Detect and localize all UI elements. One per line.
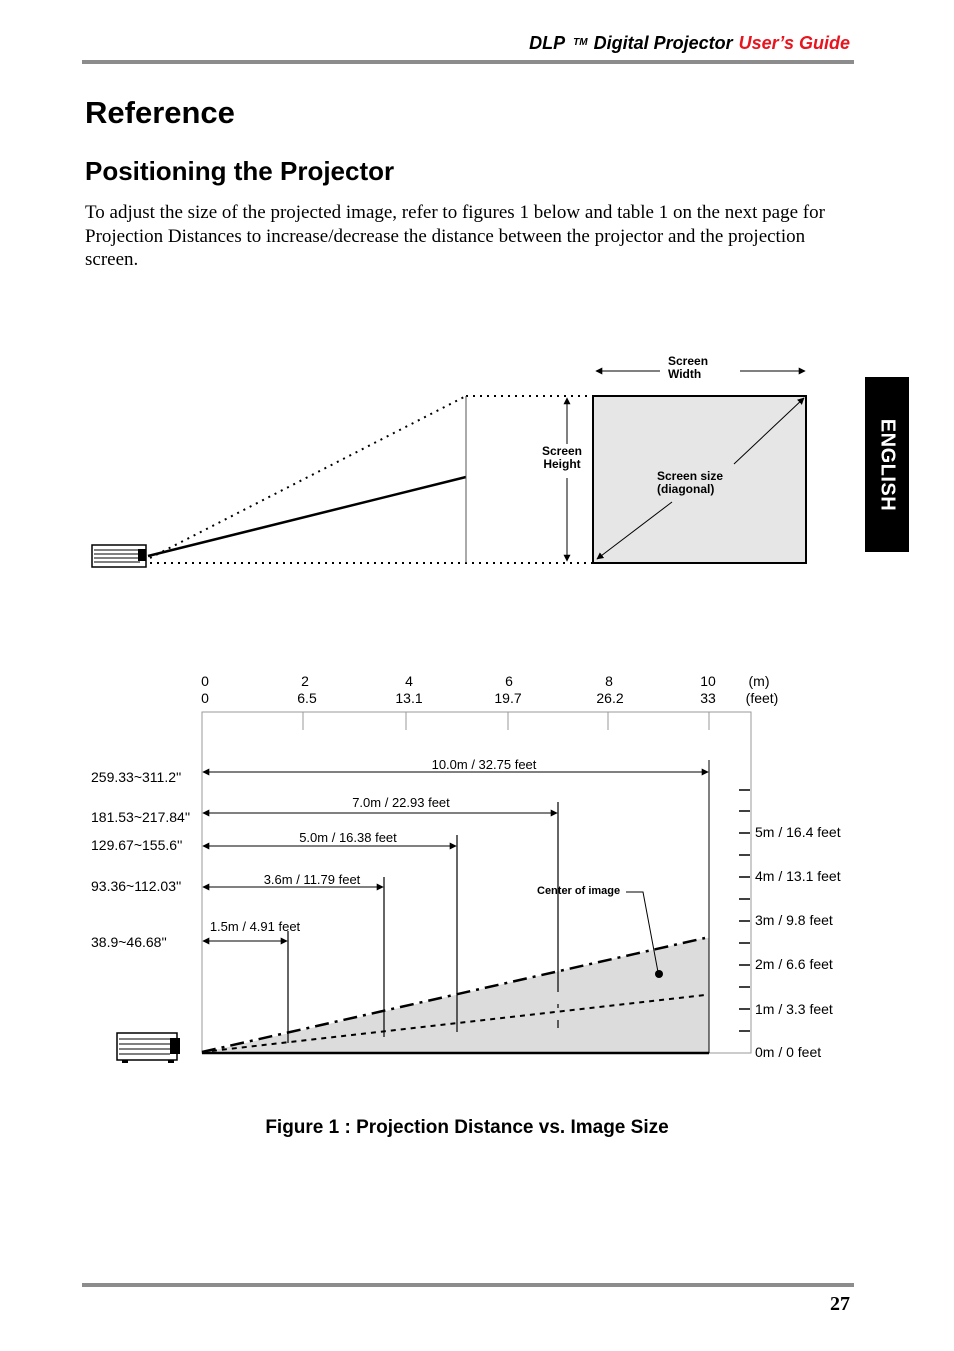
figure-caption: Figure 1 : Projection Distance vs. Image Size [265,1117,669,1138]
header-product: DLP [529,33,566,53]
axis-ft-4: 26.2 [596,690,624,706]
center-of-image-label: Center of image [537,885,621,897]
distance-label-1-5m: 1.5m / 4.91 feet [209,919,301,934]
distance-label-10m: 10.0m / 32.75 feet [431,757,537,772]
axis-unit-feet: (feet) [745,690,779,706]
page-number: 27 [830,1293,850,1315]
screen-size-label-2: (diagonal) [657,482,715,496]
distance-label-7m: 7.0m / 22.93 feet [352,795,450,810]
header-product-rest: Digital Projector [593,33,733,53]
axis-ft-5: 33 [700,690,716,706]
projector-icon [92,545,146,567]
axis-ft-1: 6.5 [297,690,317,706]
axis-m-5: 10 [700,673,716,689]
height-label-1m: 1m / 3.3 feet [755,1001,833,1017]
header-trademark: TM [573,37,588,48]
axis-m-1: 2 [301,673,309,689]
size-label-5: 38.9~46.68'' [91,934,167,950]
screen-diagram [92,354,806,567]
size-label-2: 181.53~217.84'' [91,809,191,825]
axis-ft-0: 0 [201,690,209,706]
header-guide: User’s Guide [738,33,850,53]
height-label-3m: 3m / 9.8 feet [755,912,833,928]
axis-unit-m: (m) [748,673,770,689]
screen-width-label-2: Width [668,367,702,381]
axis-m-3: 6 [505,673,513,689]
height-label-0m: 0m / 0 feet [755,1044,822,1060]
height-label-4m: 4m / 13.1 feet [755,868,841,884]
height-label-2m: 2m / 6.6 feet [755,956,833,972]
axis-ft-2: 13.1 [395,690,423,706]
intro-paragraph: To adjust the size of the projected image, refer to figures 1 below and table 1 on the next page for Projection Distances to increase/decrease the distance between the projector and the projection screen. [85,202,825,270]
axis-m-4: 8 [605,673,613,689]
size-label-4: 93.36~112.03'' [91,878,182,894]
size-label-3: 129.67~155.6'' [91,837,183,853]
section-title: Positioning the Projector [85,156,395,186]
distance-label-3-6m: 3.6m / 11.79 feet [263,872,361,887]
screen-size-label-1: Screen size [657,469,724,483]
distance-diagram [91,673,841,1063]
page-title: Reference [85,95,235,130]
axis-ft-3: 19.7 [494,690,522,706]
axis-m-2: 4 [405,673,413,689]
footer-rule [82,1283,854,1287]
axis-m-0: 0 [201,673,209,689]
projector-icon-2 [117,1033,180,1063]
screen-height-label-2: Height [543,457,581,471]
language-tab-label: ENGLISH [876,418,899,511]
screen-height-label-1: Screen [541,444,583,458]
distance-label-5m: 5.0m / 16.38 feet [299,830,397,845]
size-label-1: 259.33~311.2'' [91,769,182,785]
screen-width-label-1: Screen [668,354,709,368]
height-label-5m: 5m / 16.4 feet [755,824,841,840]
center-of-image-marker [655,970,663,978]
